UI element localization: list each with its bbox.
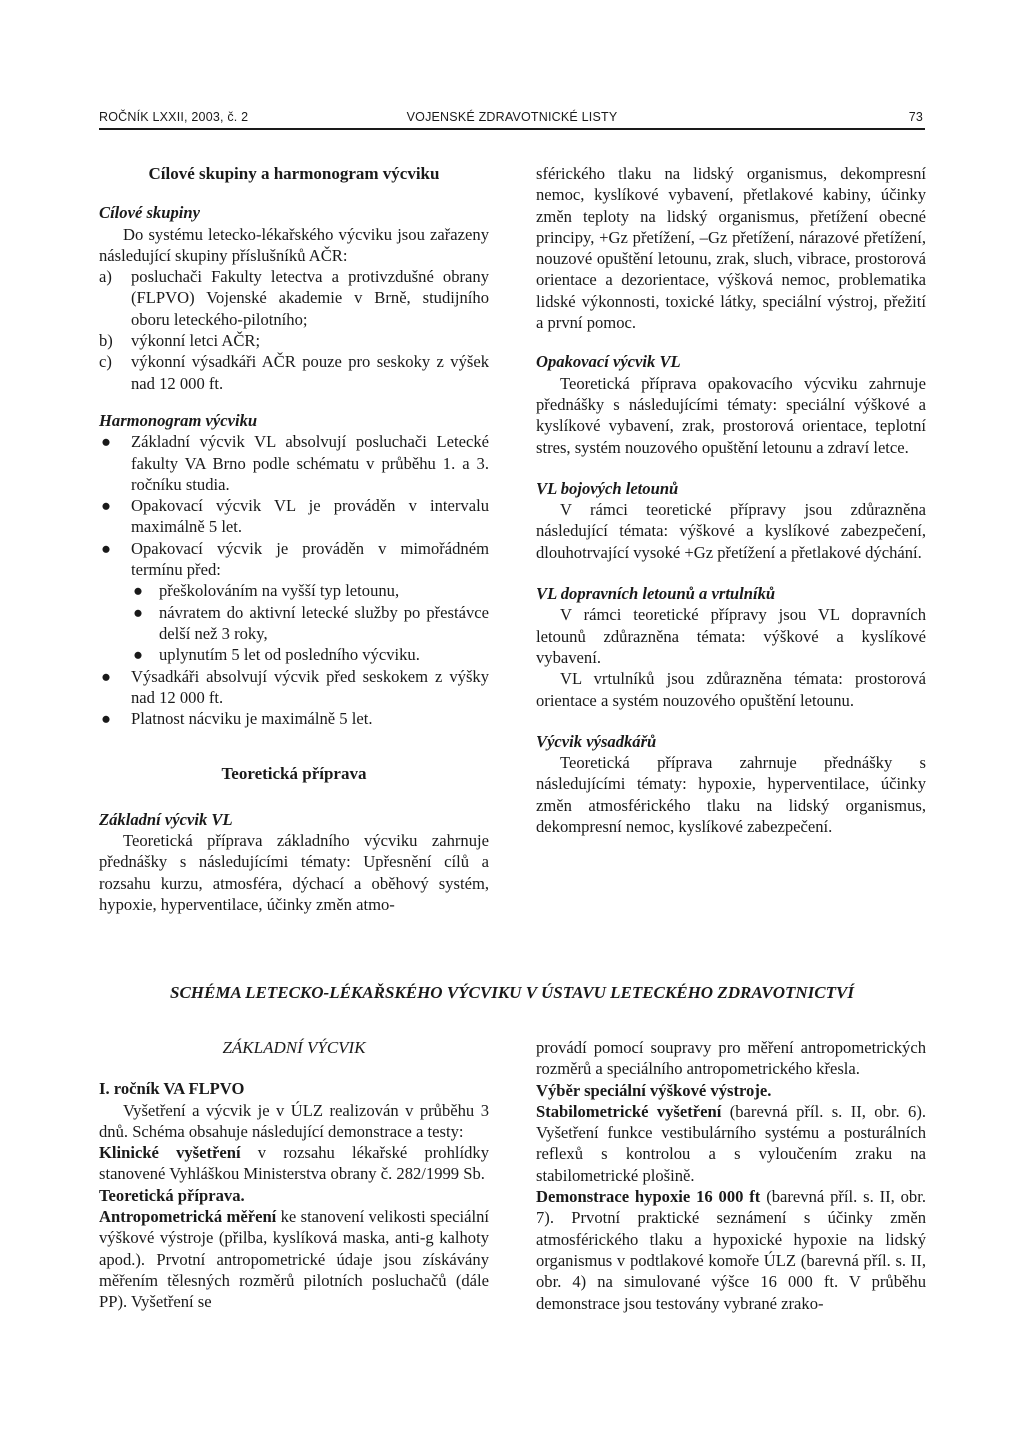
list-item: c) výkonní výsadkáři AČR pouze pro seskoky z výšek nad 12 000 ft. bbox=[99, 352, 489, 393]
clinical-exam: Klinické vyšetření v rozsahu lékařské prohlídky stanovené Vyhláškou Ministerstva obrany č. 282/1999 Sb. bbox=[99, 1143, 489, 1184]
basic-training-paragraph: Teoretická příprava základního výcviku zahrnuje přednášky s následujícími tématy: Upřesnění cílů a rozsahu kurzu, atmosféra, dýchací a oběhový systém, hypoxie, hyperventilace, účinky změn atmo- bbox=[99, 831, 489, 914]
subheading-basic-training: Základní výcvik VL bbox=[99, 809, 233, 829]
bullet-icon: ● bbox=[101, 432, 112, 452]
section-title-theory: Teoretická příprava bbox=[221, 764, 367, 784]
journal-issue: ROČNÍK LXXII, 2003, č. 2 bbox=[99, 110, 249, 124]
subheading-target-groups: Cílové skupiny bbox=[99, 203, 200, 223]
list-item: ● Opakovací výcvik VL je prováděn v intervalu maximálně 5 let. bbox=[101, 496, 489, 537]
stabilometric: Stabilometrické vyšetření (barevná příl. s. II, obr. 6). Vyšetření funkce vestibulárního systému a posturálních reflexů s kontrolou a s vyloučením zraku na stabilometrické plošině. bbox=[536, 1101, 926, 1185]
right-column bbox=[536, 163, 926, 837]
schedule-list bbox=[99, 431, 489, 729]
bullet-icon: ● bbox=[133, 602, 144, 622]
scheme-title: SCHÉMA LETECKO-LÉKAŘSKÉHO VÝCVIKU V ÚSTAVU LETECKÉHO ZDRAVOTNICTVÍ bbox=[170, 983, 854, 1002]
list-item: ● Výsadkáři absolvují výcvik před seskokem z výšky nad 12 000 ft. bbox=[101, 666, 489, 707]
bullet-icon: ● bbox=[101, 666, 112, 686]
bullet-icon: ● bbox=[101, 709, 112, 729]
bullet-icon: ● bbox=[133, 645, 144, 665]
scheme-left-column bbox=[99, 1037, 489, 1313]
subheading-combat: VL bojových letounů bbox=[536, 478, 679, 498]
list-item: ● Opakovací výcvik je prováděn v mimořádném termínu před: ● přeškolováním na vyšší typ letounu, ● návratem do aktivní letecké služby po přestávce delší než 3 roky, ● uplynutím 5 let od posledního výcviku. bbox=[101, 538, 489, 665]
subheading-paratroopers: Výcvik výsadkářů bbox=[536, 731, 657, 751]
journal-title: VOJENSKÉ ZDRAVOTNICKÉ LISTY bbox=[406, 110, 618, 124]
theory-prep: Teoretická příprava. bbox=[99, 1185, 245, 1205]
list-item: a) posluchači Fakulty letectva a protivzdušné obrany (FLPVO) Vojenské akademie v Brně, studijního oboru leteckého-pilotního; bbox=[99, 267, 489, 329]
group-list bbox=[99, 266, 489, 394]
refresher-paragraph: Teoretická příprava opakovacího výcviku zahrnuje přednášky s následujícími tématy: speciální výškové a kyslíkové vybavení, zrak, prostorová orientace, teplotní stres, systém nouzového opuštění letounu a zdraví letce. bbox=[536, 373, 926, 457]
scheme-intro: Vyšetření a výcvik je v ÚLZ realizován v průběhu 3 dnů. Schéma obsahuje následující demonstrace a testy: bbox=[99, 1100, 489, 1141]
equipment-selection: Výběr speciální výškové výstroje. bbox=[536, 1080, 772, 1100]
running-header bbox=[99, 108, 925, 130]
subheading-schedule: Harmonogram výcviku bbox=[99, 410, 258, 430]
scheme-right-column bbox=[536, 1037, 926, 1314]
helicopter-paragraph: VL vrtulníků jsou zdůrazněna témata: prostorová orientace a systém nouzového opuštění letounu. bbox=[536, 669, 926, 710]
left-column bbox=[99, 163, 489, 915]
list-item: ● Platnost nácviku je maximálně 5 let. bbox=[101, 709, 373, 729]
bullet-icon: ● bbox=[101, 538, 112, 558]
list-item: ● návratem do aktivní letecké služby po přestávce delší než 3 roky, bbox=[133, 602, 489, 643]
subheading-transport: VL dopravních letounů a vrtulníků bbox=[536, 584, 776, 604]
page-number: 73 bbox=[908, 110, 923, 124]
intro-paragraph: Do systému letecko-lékařského výcviku jsou zařazeny následující skupiny příslušníků AČR: bbox=[99, 224, 489, 265]
list-item: ● přeškolováním na vyšší typ letounu, bbox=[133, 581, 400, 601]
continuation-paragraph: sférického tlaku na lidský organismus, dekompresní nemoc, kyslíkové vybavení, přetlakové kabiny, účinky změn teploty na lidský organismus, přetížení obecné principy, +Gz přetížení, –Gz přetížení, nárazové přetížení, nouzové opuštění letounu, zrak, sluch, vibrace, prostorová orientace a dezorientace, výšková nemoc, problematika lidské výkonnosti, toxické látky, speciální výstroj, přežití a první pomoc. bbox=[536, 164, 926, 333]
combat-paragraph: V rámci teoretické přípravy jsou zdůrazněna následující témata: výškové a kyslíkové zabezpečení, dlouhotrvající vysoké +Gz přetížení a přetlakové dýchání. bbox=[536, 500, 926, 562]
year-heading: I. ročník VA FLPVO bbox=[99, 1079, 245, 1099]
list-item: ● Základní výcvik VL absolvují posluchači Letecké fakulty VA Brno podle schématu v průběhu 1. a 3. ročníku studia. bbox=[101, 432, 489, 494]
paratroopers-paragraph: Teoretická příprava zahrnuje přednášky s následujícími tématy: hypoxie, hyperventilace, účinky změn atmosférického tlaku na lidský organismus, dekompresní nemoc, kyslíkové zabezpečení. bbox=[536, 753, 926, 837]
bullet-icon: ● bbox=[101, 496, 112, 516]
subheading-refresher: Opakovací výcvik VL bbox=[536, 352, 681, 372]
bullet-icon: ● bbox=[133, 581, 144, 601]
section-title: Cílové skupiny a harmonogram výcviku bbox=[148, 164, 440, 183]
anthropometric: Antropometrická měření ke stanovení velikosti speciální výškové výstroje (přilba, kyslíková maska, anti-g kalhoty apod.). Prvotní antropometrické údaje jsou získávány měřením tělesných rozměrů pilotních posluchačů (dále PP). Vyšetření se bbox=[99, 1207, 489, 1312]
list-item: b) výkonní letci AČR; bbox=[99, 331, 261, 351]
hypoxia-demo: Demonstrace hypoxie 16 000 ft (barevná příl. s. II, obr. 7). Prvotní praktické seznámení s účinky změn atmosférického tlaku a hypoxické hypoxie na lidský organismus v podtlakové komoře ÚLZ (barevná příl. s. II, obr. 4) na simulované výšce 16 000 ft. V průběhu demonstrace jsou testovány vybrané zrako- bbox=[536, 1187, 926, 1313]
list-item: ● uplynutím 5 let od posledního výcviku. bbox=[133, 645, 420, 665]
scheme-heading: ZÁKLADNÍ VÝCVIK bbox=[222, 1038, 366, 1057]
sub-list bbox=[131, 580, 489, 665]
scheme-continuation: provádí pomocí soupravy pro měření antropometrických rozměrů a speciálního antropometrického křesla. bbox=[536, 1038, 926, 1079]
transport-paragraph: V rámci teoretické přípravy jsou VL dopravních letounů zdůrazněna témata: výškové a kyslíkové vybavení. bbox=[536, 605, 926, 667]
